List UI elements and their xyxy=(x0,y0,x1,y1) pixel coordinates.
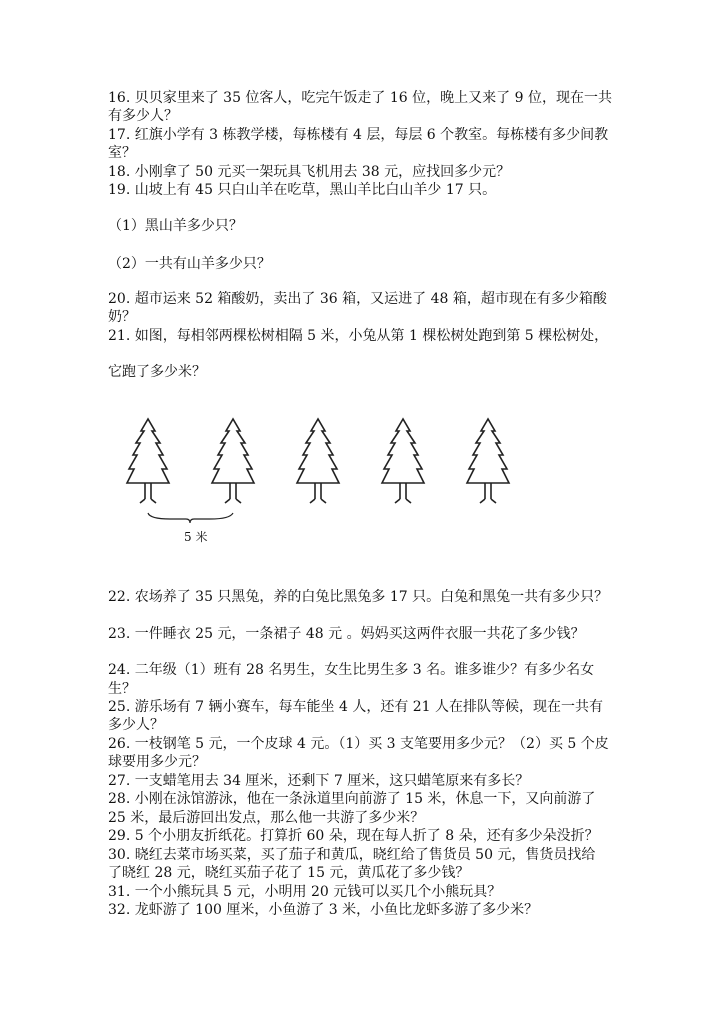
question-21-line-2: 它跑了多少米？ xyxy=(108,364,206,380)
question-22: 22. 农场养了 35 只黑兔，养的白兔比黑兔多 17 只。白兔和黑兔一共有多少只？ xyxy=(108,589,609,605)
pine-tree xyxy=(127,419,169,503)
pine-tree xyxy=(212,419,254,503)
question-28-line-1: 28. 小刚在泳馆游泳，他在一条泳道里向前游了 15 米，休息一下，又向前游了 xyxy=(108,791,596,807)
pine-tree xyxy=(297,419,339,503)
question-17-line-1: 17. 红旗小学有 3 栋教学楼，每栋楼有 4 层，每层 6 个教室。每栋楼有多少间教 xyxy=(108,127,609,143)
question-21-line-1: 21. 如图，每相邻两棵松树相隔 5 米，小兔从第 1 棵松树处跑到第 5 棵松树处， xyxy=(108,328,609,344)
question-19-part-2: （2）一共有山羊多少只？ xyxy=(108,256,271,272)
question-25-line-2: 多少人？ xyxy=(108,717,164,733)
question-20-line-2: 奶？ xyxy=(108,309,136,325)
question-25-line-1: 25. 游乐场有 7 辆小赛车，每车能坐 4 人，还有 21 人在排队等候，现在一共有 xyxy=(108,699,604,715)
question-26-line-1: 26. 一枝钢笔 5 元，一个皮球 4 元。（1）买 3 支笔要用多少元？（2）买 5 个皮 xyxy=(108,736,609,752)
question-31: 31. 一个小熊玩具 5 元，小明用 20 元钱可以买几个小熊玩具？ xyxy=(108,884,502,900)
question-32: 32. 龙虾游了 100 厘米，小鱼游了 3 米，小鱼比龙虾多游了多少米？ xyxy=(108,902,539,918)
question-19: 19. 山坡上有 45 只白山羊在吃草，黑山羊比白山羊少 17 只。 xyxy=(108,182,497,198)
question-27: 27. 一支蜡笔用去 34 厘米，还剩下 7 厘米，这只蜡笔原来有多长？ xyxy=(108,773,530,789)
question-26-line-2: 球要用多少元？ xyxy=(108,754,206,770)
question-23: 23. 一件睡衣 25 元，一条裙子 48 元 。妈妈买这两件衣服一共花了多少钱？ xyxy=(108,626,585,642)
question-29: 29. 5 个小朋友折纸花。打算折 60 朵，现在每人折了 8 朵，还有多少朵没折？ xyxy=(108,828,599,844)
pine-trees-figure xyxy=(110,405,530,555)
question-30-line-1: 30. 晓红去菜市场买菜，买了茄子和黄瓜，晓红给了售货员 50 元，售货员找给 xyxy=(108,847,596,863)
question-18: 18. 小刚拿了 50 元买一架玩具飞机用去 38 元，应找回多少元？ xyxy=(108,164,511,180)
question-16-line-2: 有多少人？ xyxy=(108,108,178,124)
distance-label: 5 米 xyxy=(184,530,208,544)
question-19-part-1: （1）黑山羊多少只？ xyxy=(108,218,243,234)
distance-brace xyxy=(148,513,233,523)
question-20-line-1: 20. 超市运来 52 箱酸奶，卖出了 36 箱，又运进了 48 箱，超市现在有多少箱酸 xyxy=(108,291,607,307)
pine-tree xyxy=(467,419,509,503)
question-24-line-2: 生？ xyxy=(108,681,136,697)
question-28-line-2: 25 米，最后游回出发点，那么他一共游了多少米？ xyxy=(108,810,425,826)
question-30-line-2: 了晓红 28 元，晓红买茄子花了 15 元，黄瓜花了多少钱？ xyxy=(108,865,470,881)
question-16-line-1: 16. 贝贝家里来了 35 位客人，吃完午饭走了 16 位，晚上又来了 9 位，现在一共 xyxy=(108,90,612,106)
question-17-line-2: 室？ xyxy=(108,145,136,161)
question-24-line-1: 24. 二年级（1）班有 28 名男生，女生比男生多 3 名。谁多谁少？有多少名女 xyxy=(108,662,595,678)
pine-tree xyxy=(382,419,424,503)
